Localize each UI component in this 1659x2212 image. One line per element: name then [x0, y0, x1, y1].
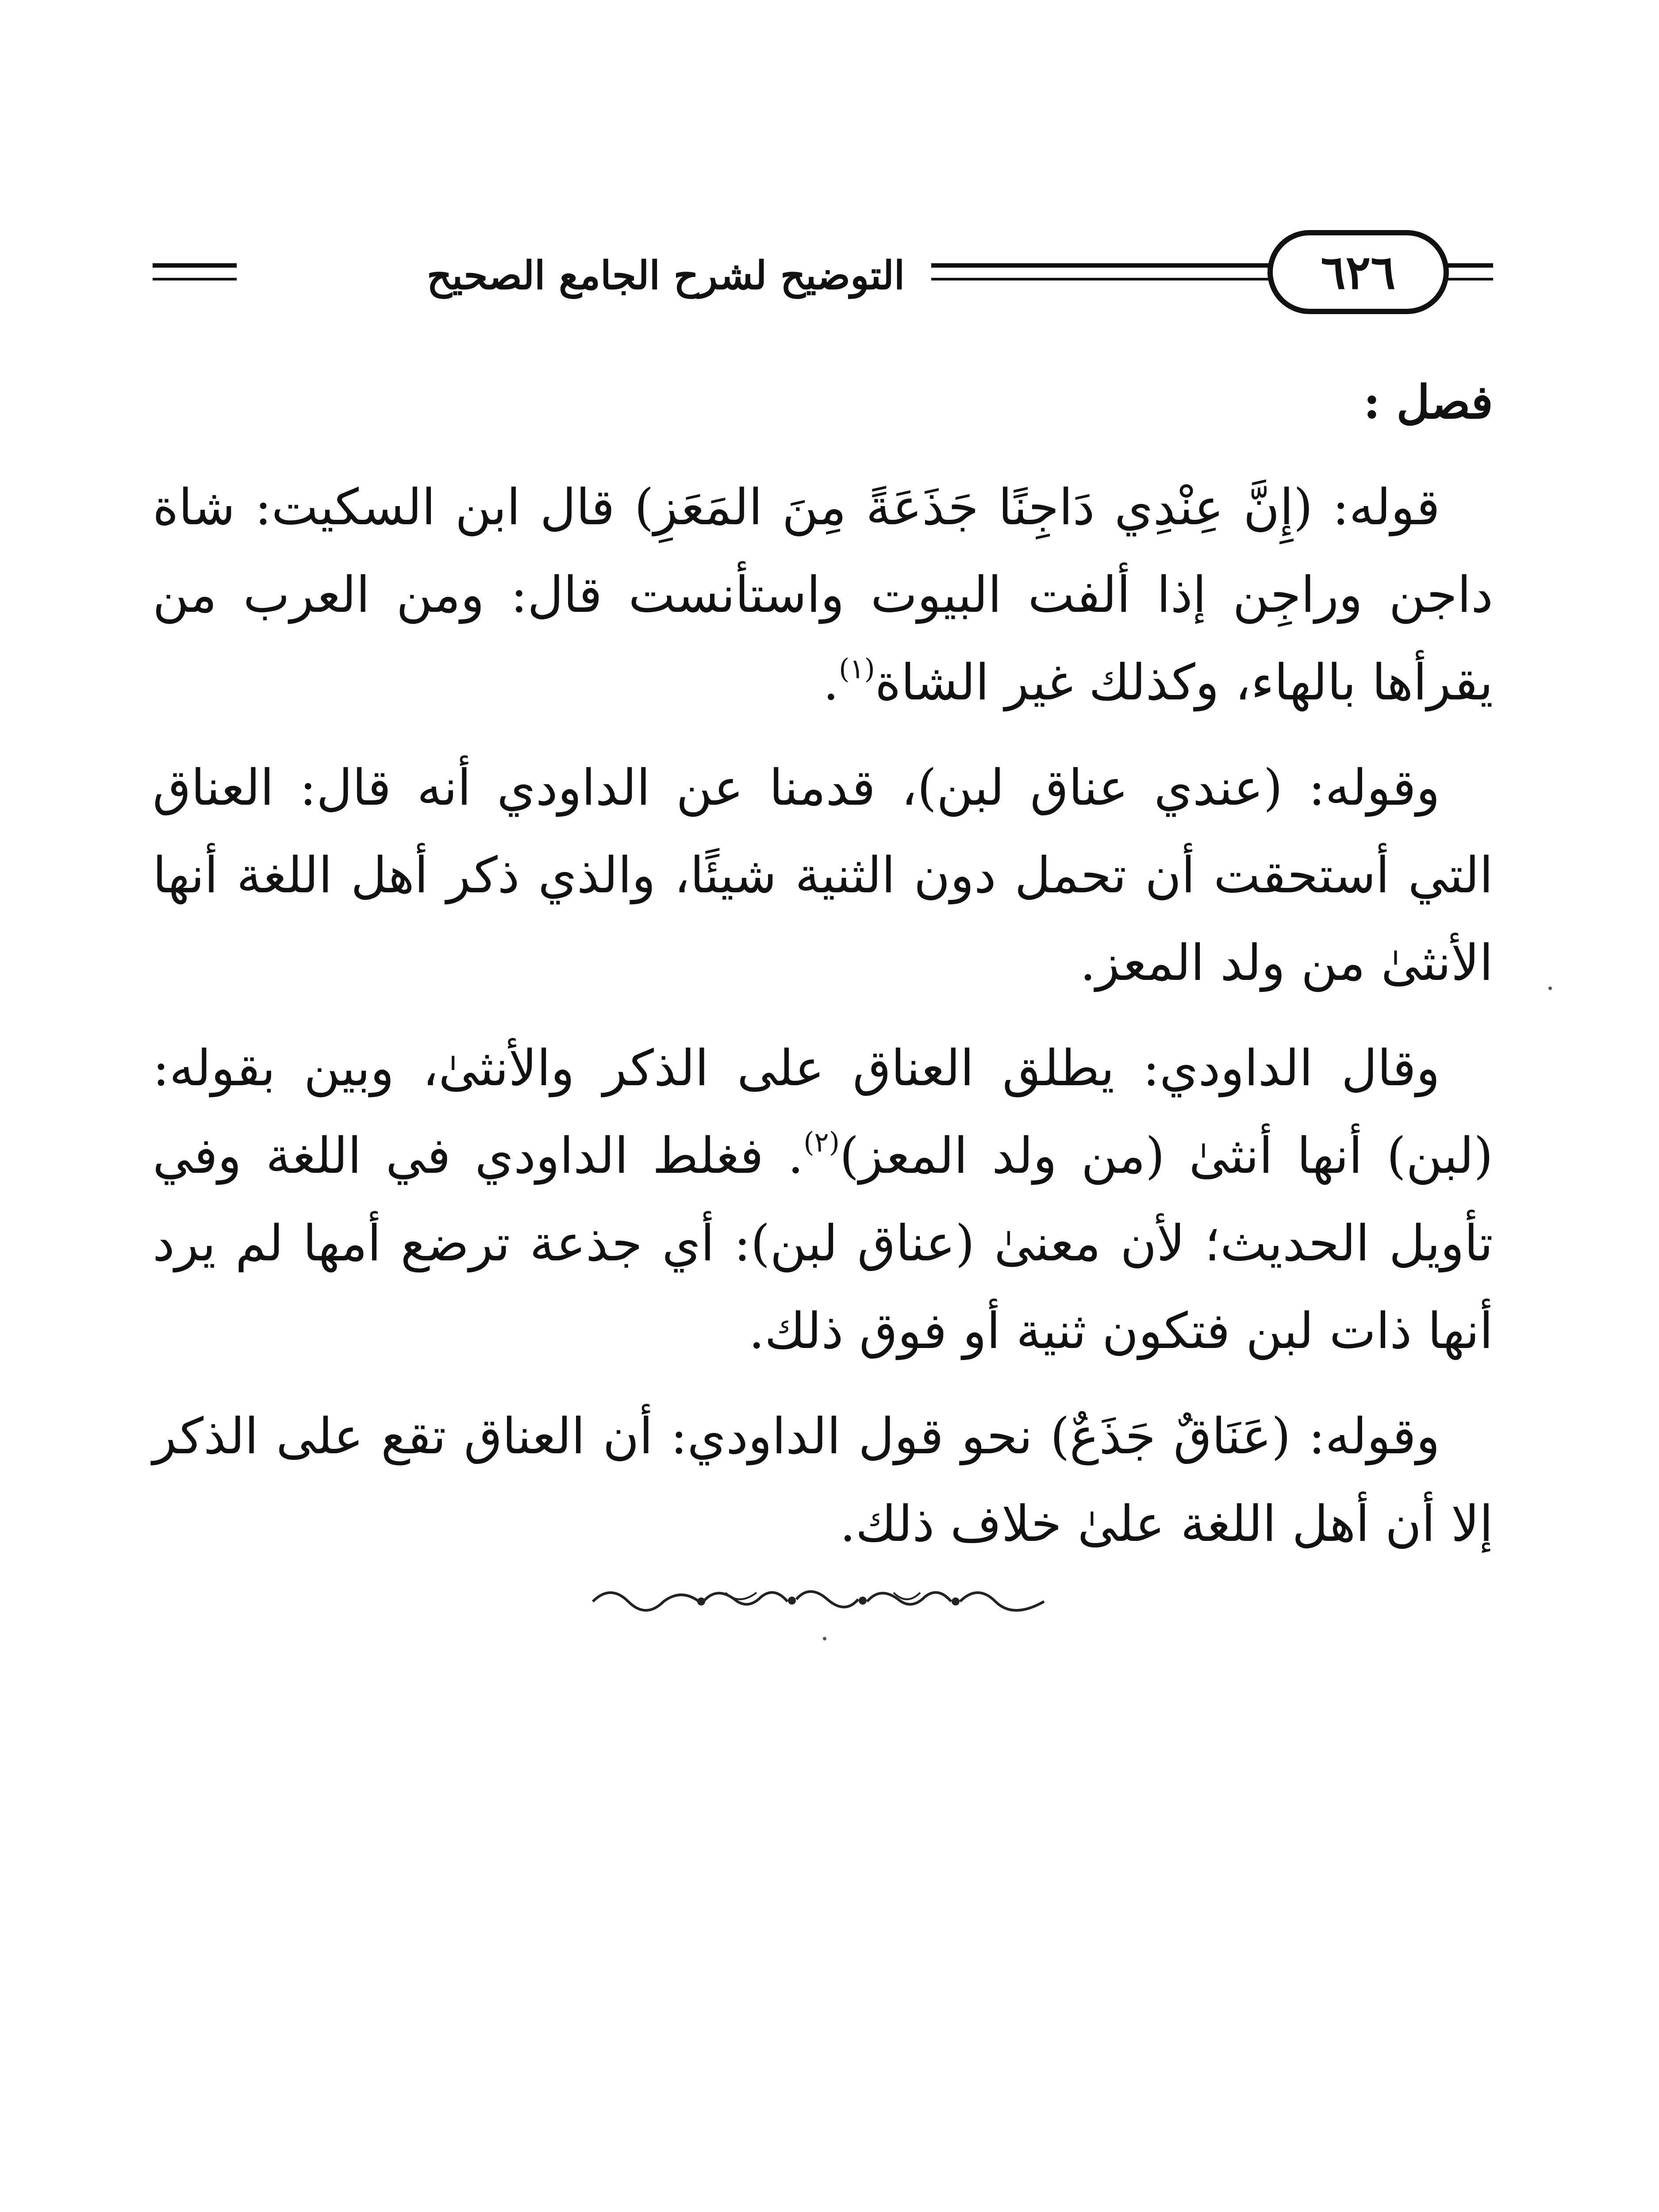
running-title: التوضيح لشرح الجامع الصحيح: [400, 252, 931, 298]
paragraph-1: [153, 464, 1493, 726]
paragraph-3: [153, 1025, 1493, 1375]
page-header: [153, 221, 1493, 327]
page-number-frame: [1267, 230, 1449, 314]
header-rule-left-top: [153, 263, 237, 268]
footnote-ref-1[interactable]: (١): [839, 653, 875, 685]
paragraph-3-text-a: وقال الداودي: يطلق العناق على الذكر والأنثىٰ، وبين بقوله: (لبن) أنها أنثىٰ (من ولد المعز): [153, 1040, 1493, 1185]
paragraph-4-text: وقوله: (عَنَاقٌ جَذَعٌ) نحو قول الداودي: أن العناق تقع على الذكر إلا أن أهل اللغة علىٰ خلاف ذلك.: [153, 1408, 1493, 1553]
section-end-ornament: [584, 1575, 1053, 1624]
main-text: [153, 358, 1493, 1586]
scan-speck: [1548, 987, 1552, 990]
header-rule-left-bottom: [153, 278, 237, 280]
header-rule-right-bottom: [1444, 278, 1493, 280]
header-rule-right-top: [1444, 263, 1493, 268]
page-number: ٦٢٦: [1321, 245, 1396, 300]
footnote-ref-2[interactable]: (٢): [803, 1126, 840, 1158]
ornament-flourish-icon: [584, 1575, 1053, 1624]
paragraph-3-text-b: . فغلط الداودي في اللغة وفي تأويل الحديث؛ لأن معنىٰ (عناق لبن): أي جذعة ترضع أمها لم يرد أنها ذات لبن فتكون ثنية أو فوق ذلك.: [153, 1127, 1493, 1360]
paragraph-2: [153, 744, 1493, 1007]
paragraph-1-end: .: [823, 654, 839, 711]
section-heading: فصل :: [1363, 375, 1493, 429]
paragraph-2-text: وقوله: (عندي عناق لبن)، قدمنا عن الداودي أنه قال: العناق التي أستحقت أن تحمل دون الثنية شيئًا، والذي ذكر أهل اللغة أنها الأنثىٰ من ولد المعز.: [153, 759, 1493, 992]
paragraph-1-text: قوله: (إِنَّ عِنْدِي دَاجِنًا جَذَعَةً مِنَ المَعَزِ) قال ابن السكيت: شاة داجن وراجِن إذا ألفت البيوت واستأنست قال: ومن العرب من يقرأها بالهاء، وكذلك غير الشاة: [153, 479, 1493, 711]
scan-speck: [823, 1637, 826, 1640]
paragraph-4: [153, 1393, 1493, 1568]
